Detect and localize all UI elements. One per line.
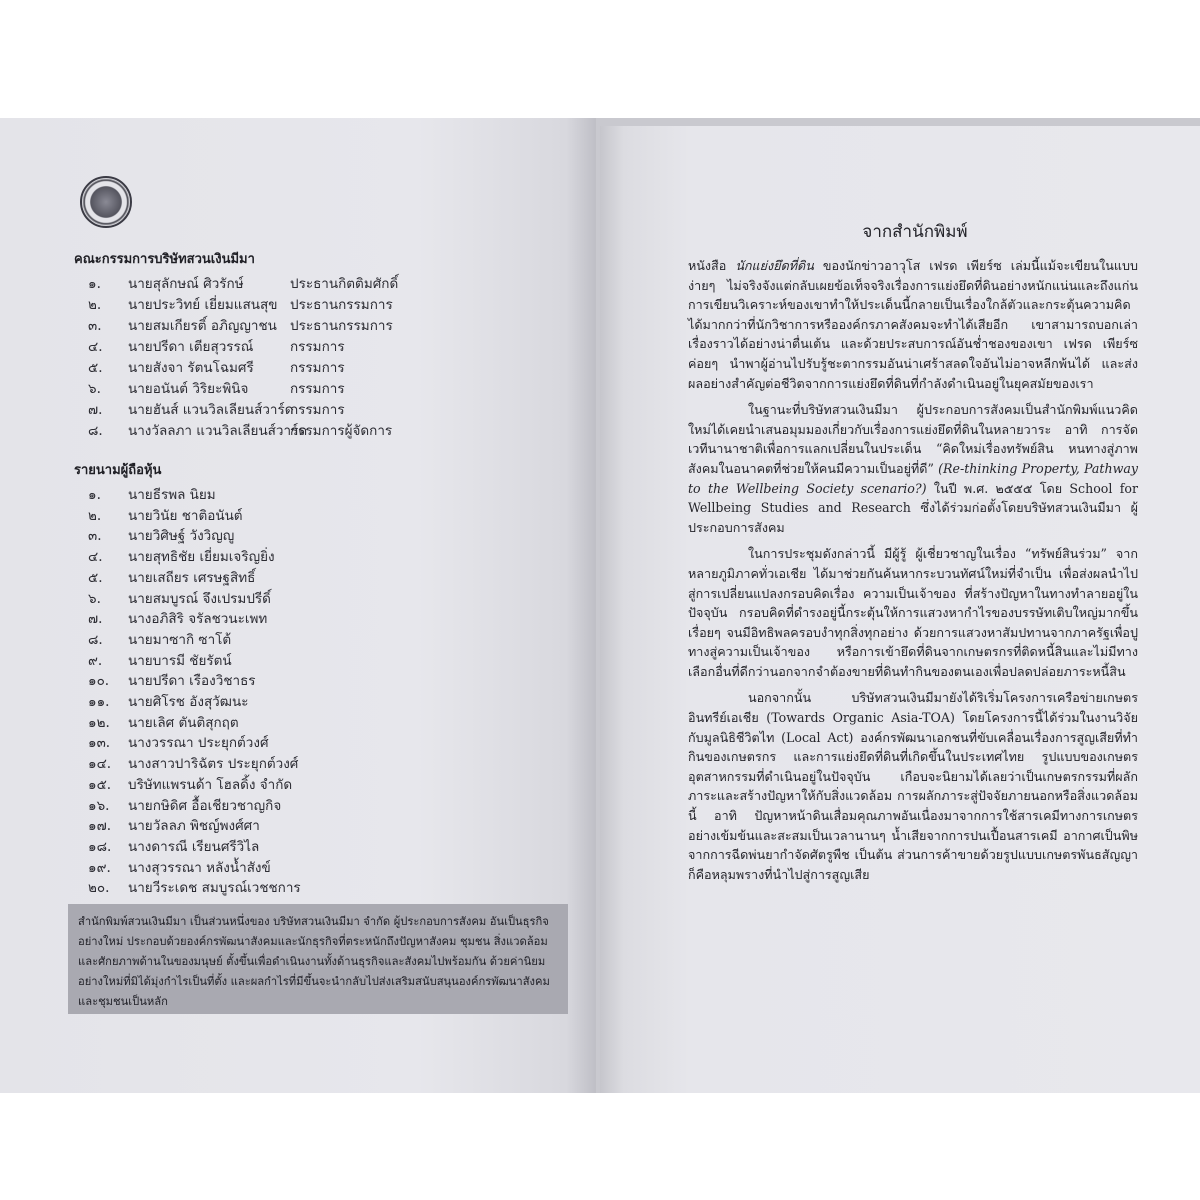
shareholder-name: นายศิโรช อังสุวัฒนะ — [128, 694, 249, 710]
preface-body — [688, 256, 1138, 891]
board-member-name: นายสุลักษณ์ ศิวรักษ์ — [128, 276, 244, 292]
board-row-number: ๕. — [88, 360, 103, 376]
board-member-name: นายสังจา รัตนโฉมศรี — [128, 360, 254, 376]
shareholder-number: ๑๙. — [88, 859, 111, 876]
shareholder-name: นายเสถียร เศรษฐสิทธิ์ — [128, 569, 256, 586]
shareholder-name: นายวีระเดช สมบูรณ์เวชชการ — [128, 880, 301, 897]
board-member-role: กรรมการ — [290, 381, 345, 397]
shareholder-number: ๒๐. — [88, 880, 110, 897]
board-member-role: กรรมการ — [290, 339, 345, 355]
shareholder-name: นายสมบูรณ์ จึงเปรมปรีดิ์ — [128, 590, 271, 607]
shareholder-name: นายกษิดิศ อื้อเชียวชาญกิจ — [128, 797, 282, 814]
shareholder-number: ๑๑. — [88, 694, 110, 710]
board-member-role: ประธานกิตติมศักดิ์ — [290, 276, 399, 292]
shareholder-name: บริษัทแพรนด้า โฮลดิ้ง จำกัด — [128, 776, 293, 793]
board-member-role: กรรมการผู้จัดการ — [290, 423, 393, 439]
board-member-name: นายประวิทย์ เยี่ยมแสนสุข — [128, 297, 278, 313]
board-member-name: นายปรีดา เตียสุวรรณ์ — [128, 339, 254, 355]
shareholder-name: นายบารมี ชัยรัตน์ — [128, 652, 232, 669]
board-row-number: ๖. — [88, 381, 101, 397]
shareholder-name: นางอภิสิริ จรัลชวนะเพท — [128, 611, 268, 628]
shareholder-name: นายสุทธิชัย เยี่ยมเจริญยิ่ง — [128, 549, 275, 566]
shareholder-number: ๙. — [88, 652, 103, 669]
shareholder-number: ๑๖. — [88, 797, 110, 814]
shareholder-number: ๘. — [88, 631, 103, 648]
board-row-number: ๘. — [88, 423, 103, 439]
shareholder-number: ๑๗. — [88, 818, 112, 835]
shareholder-name: นางสุวรรณา หลังน้ำสังข์ — [128, 859, 271, 876]
board-member-role: ประธานกรรมการ — [290, 318, 393, 334]
shareholder-number: ๓. — [88, 528, 102, 545]
shareholder-name: นางดารณี เรียนศรีวิไล — [128, 838, 260, 855]
board-row-number: ๑. — [88, 276, 101, 292]
board-row-number: ๒. — [88, 297, 102, 313]
shareholder-number: ๑๕. — [88, 776, 112, 793]
shareholder-number: ๔. — [88, 549, 103, 566]
paragraph-1: หนังสือ นักแย่งยึดที่ดิน ของนักข่าวอาวุโส เฟรด เพียร์ซ เล่มนี้แม้จะเขียนในแบบง่ายๆ ไม่จริงจังแต่กลับเผยข้อเท็จจริงเรื่องการแย่งยึดที่ดินอย่างหนักแน่นและถึงแก่น การเขียนวิเคราะห์ของเขาทำให้ประเด็นนี้กลายเป็นเรื่องใกล้ตัวและกระตุ้นความคิดได้มากกว่าที่นักวิชาการหรือองค์กรภาคสังคมจะทำได้เสียอีก เขาสามารถบอกเล่าเรื่องราวได้อย่างน่าตื่นเต้น และด้วยประสบการณ์อันช่ำชองของเขา เฟรด เพียร์ซค่อยๆ นำพาผู้อ่านไปรับรู้ชะตากรรมอันน่าเศร้าสลดใจอันไม่อาจหลีกพ้นได้ และส่งผลอย่างสำคัญต่อชีวิตจากการแย่งยึดที่ดินที่กำลังดำเนินอยู่ในยุคสมัยของเรา — [688, 258, 1138, 391]
board-member-name: นายฮันส์ แวนวิลเลียนส์วาร์ด — [128, 402, 294, 418]
shareholder-number: ๑๓. — [88, 735, 111, 752]
shareholder-number: ๕. — [88, 569, 103, 586]
board-row-number: ๔. — [88, 339, 103, 355]
shareholder-name: นายเลิศ ตันติสุกฤต — [128, 714, 239, 731]
board-member-role: กรรมการ — [290, 360, 345, 376]
paragraph-4: นอกจากนั้น บริษัทสวนเงินมีมายังได้ริเริ่มโครงการเครือข่ายเกษตรอินทรีย์เอเชีย (Towards Organic Asia-TOA) โดยโครงการนี้ได้ร่วมในงานวิจัยกับมูลนิธิชีวิตไท (Local Act) องค์กรพัฒนาเอกชนที่ขับเคลื่อนเรื่องการสูญเสียที่ทำกินของเกษตรกร และการแย่งยึดที่ดินที่เกิดขึ้นในประเทศไทย รูปแบบของเกษตรอุตสาหกรรมที่ดำเนินอยู่ในปัจจุบัน เกือบจะนิยามได้เลยว่าเป็นเกษตรกรรมที่ผลักภาระและสร้างปัญหาให้กับสิ่งแวดล้อม การผลักภาระสู่ปัจจัยภายนอกหรือสิ่งแวดล้อมนี้ อาทิ ปัญหาหน้าดินเสื่อมคุณภาพอันเนื่องมาจากการใช้สารเคมีทางการเกษตรอย่างเข้มข้นและสะสมเป็นเวลานานๆ น้ำเสียจากการปนเปื้อนสารเคมี อากาศเป็นพิษจากการฉีดพ่นยากำจัดศัตรูพืช เป็นต้น ส่วนการค้าขายด้วยรูปแบบเกษตรพันธสัญญา ก็คือหลุมพรางที่นำไปสู่การสูญเสีย — [688, 690, 1138, 882]
shareholder-name: นางสาวปาริฉัตร ประยุกต์วงศ์ — [128, 756, 299, 773]
publisher-note: สำนักพิมพ์สวนเงินมีมา เป็นส่วนหนึ่งของ บริษัทสวนเงินมีมา จำกัด ผู้ประกอบการสังคม อันเป็นธุรกิจอย่างใหม่ ประกอบด้วยองค์กรพัฒนาสังคมและนักธุรกิจที่ตระหนักถึงปัญหาสังคม ชุมชน สิ่งแวดล้อม และศักยภาพด้านในของมนุษย์ ตั้งขึ้นเพื่อดำเนินงานทั้งด้านธุรกิจและสังคมไปพร้อมกัน ด้วยค่านิยมอย่างใหม่ที่มิได้มุ่งกำไรเป็นที่ตั้ง และผลกำไรที่มีขึ้นจะนำกลับไปส่งเสริมสนับสนุนองค์กรพัฒนาสังคมและชุมชนเป็นหลัก — [68, 904, 568, 1014]
shareholder-number: ๑๘. — [88, 838, 112, 855]
shareholder-name: นายปรีดา เรืองวิชาธร — [128, 673, 256, 690]
shareholder-number: ๑๒. — [88, 714, 110, 731]
emblem-seal-icon — [80, 176, 132, 228]
shareholder-number: ๑. — [88, 487, 101, 503]
shareholder-number: ๖. — [88, 590, 101, 607]
board-member-name: นายสมเกียรติ์ อภิญญาชน — [128, 318, 277, 334]
preface-title: จากสำนักพิมพ์ — [862, 222, 968, 242]
board-row-number: ๗. — [88, 402, 103, 418]
board-member-role: ประธานกรรมการ — [290, 297, 393, 313]
shareholder-name: นายวัลลภ พิชญ์พงศ์ศา — [128, 818, 260, 835]
paragraph-2: ในฐานะที่บริษัทสวนเงินมีมา ผู้ประกอบการสังคมเป็นสำนักพิมพ์แนวคิดใหม่ได้เคยนำเสนอมุมมองเกี่ยวกับเรื่องการแย่งยึดที่ดินในหลายวาระ อาทิ การจัดเวทีนานาชาติเพื่อการแลกเปลี่ยนในประเด็น “คิดใหม่เรื่องทรัพย์สิน หนทางสู่ภาพสังคมในอนาคตที่ช่วยให้คนมีความเป็นอยู่ที่ดี” (Re-thinking Property, Pathway to the Wellbeing Society scenario?) ในปี พ.ศ. ๒๕๕๕ โดย School for Wellbeing Studies and Research ซึ่งได้ร่วมก่อตั้งโดยบริษัทสวนเงินมีมา ผู้ประกอบการสังคม — [688, 402, 1138, 535]
board-member-name: นายอนันต์ วิริยะพินิจ — [128, 381, 249, 397]
shareholder-name: นางวรรณา ประยุกต์วงศ์ — [128, 735, 269, 752]
board-heading: คณะกรรมการบริษัทสวนเงินมีมา — [74, 252, 255, 267]
shareholder-number: ๑๔. — [88, 756, 112, 773]
shareholder-name: นายวิศิษฐ์ วังวิญญู — [128, 528, 235, 545]
show-through-text — [440, 280, 450, 315]
shareholder-name: นายมาซากิ ซาโต้ — [128, 631, 232, 648]
shareholders-heading: รายนามผู้ถือหุ้น — [74, 463, 162, 478]
board-member-name: นางวัลลภา แวนวิลเลียนส์วาร์ด — [128, 423, 308, 439]
shareholder-number: ๗. — [88, 611, 103, 628]
board-row-number: ๓. — [88, 318, 102, 334]
board-member-role: กรรมการ — [290, 402, 345, 418]
shareholder-number: ๒. — [88, 507, 102, 524]
shareholder-name: นายธีรพล นิยม — [128, 487, 216, 503]
shareholder-name: นายวินัย ชาติอนันต์ — [128, 507, 243, 524]
shareholder-number: ๑๐. — [88, 673, 110, 690]
paragraph-3: ในการประชุมดังกล่าวนี้ มีผู้รู้ ผู้เชี่ยวชาญในเรื่อง “ทรัพย์สินร่วม” จากหลายภูมิภาคทั่วเอเชีย ได้มาช่วยกันค้นหากระบวนทัศน์ใหม่ที่จำเป็น เพื่อส่งผลนำไปสู่การเปลี่ยนแปลงกรอบคิดเรื่อง ความเป็นเจ้าของ ที่สร้างปัญหาในทางทำลายอยู่ในปัจจุบัน กรอบคิดที่ดำรงอยู่นี้กระตุ้นให้การแสวงหากำไรของบรรษัทเติบใหญ่มากขึ้นเรื่อยๆ จนมีอิทธิพลครอบงำทุกสิ่งทุกอย่าง ด้วยการแสวงหาสัมปทานจากภาครัฐเพื่อปูทางสู่ความเป็นเจ้าของ หรือการเข้ายึดที่ดินจากเกษตรกรที่ติดหนี้สินและไม่มีทางเลือกอื่นที่ดีกว่านอกจากจำต้องขายที่ดินทำกินของตนเองเพื่อปลดปล่อยภาระหนี้สิน — [688, 546, 1138, 679]
